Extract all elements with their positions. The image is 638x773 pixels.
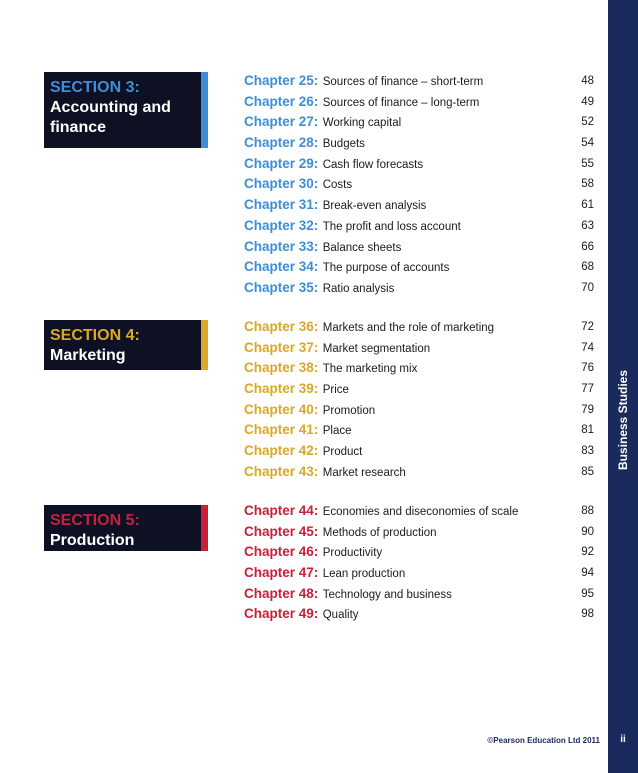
chapter-page: 76 bbox=[581, 362, 594, 375]
chapter-title: Market research bbox=[322, 466, 406, 479]
chapter-title: The profit and loss account bbox=[322, 220, 461, 233]
chapter-number: Chapter 40: bbox=[244, 401, 319, 417]
chapter-number: Chapter 42: bbox=[244, 443, 319, 459]
section-4-title-line1: Marketing bbox=[50, 347, 126, 364]
toc-row[interactable] bbox=[244, 257, 594, 278]
chapter-title: Break-even analysis bbox=[322, 200, 427, 213]
toc-row[interactable] bbox=[244, 462, 594, 483]
chapter-number: Chapter 43: bbox=[244, 463, 319, 479]
toc-row[interactable] bbox=[244, 584, 594, 605]
chapter-number: Chapter 49: bbox=[244, 606, 319, 622]
section-5-toc bbox=[244, 501, 594, 625]
chapter-number: Chapter 36: bbox=[244, 319, 319, 334]
chapter-number: Chapter 29: bbox=[244, 155, 319, 171]
toc-row[interactable] bbox=[244, 71, 594, 92]
chapter-page: 49 bbox=[581, 95, 594, 108]
chapter-title: Productivity bbox=[322, 547, 383, 560]
chapter-number: Chapter 30: bbox=[244, 176, 319, 192]
chapter-page: 54 bbox=[581, 137, 594, 150]
chapter-number: Chapter 35: bbox=[244, 279, 319, 295]
toc-row[interactable] bbox=[244, 441, 594, 462]
toc-row[interactable] bbox=[244, 379, 594, 400]
toc-row[interactable] bbox=[244, 133, 594, 154]
section-4-stripe bbox=[201, 320, 208, 370]
chapter-page: 83 bbox=[581, 445, 594, 458]
chapter-page: 61 bbox=[581, 199, 594, 212]
chapter-page: 92 bbox=[581, 546, 594, 559]
toc-row[interactable] bbox=[244, 522, 594, 543]
chapter-title: Balance sheets bbox=[322, 241, 402, 254]
chapter-title: Quality bbox=[322, 609, 359, 622]
chapter-number: Chapter 31: bbox=[244, 197, 319, 213]
chapter-title: Cash flow forecasts bbox=[322, 158, 424, 171]
chapter-title: Price bbox=[322, 384, 349, 397]
toc-row[interactable] bbox=[244, 420, 594, 441]
chapter-page: 63 bbox=[581, 219, 594, 232]
chapter-title: Working capital bbox=[322, 117, 402, 130]
section-4-toc bbox=[244, 317, 594, 483]
chapter-title: Methods of production bbox=[322, 526, 437, 539]
chapter-title: Budgets bbox=[322, 138, 365, 151]
toc-row[interactable] bbox=[244, 563, 594, 584]
toc-row[interactable] bbox=[244, 112, 594, 133]
chapter-title: Markets and the role of marketing bbox=[322, 322, 495, 334]
chapter-number: Chapter 44: bbox=[244, 503, 319, 518]
chapter-page: 85 bbox=[581, 465, 594, 478]
toc-row[interactable] bbox=[244, 195, 594, 216]
side-label bbox=[608, 300, 638, 540]
chapter-number: Chapter 48: bbox=[244, 585, 319, 601]
toc-row[interactable] bbox=[244, 542, 594, 563]
section-3-stripe bbox=[201, 72, 208, 148]
toc-row[interactable] bbox=[244, 400, 594, 421]
chapter-page: 55 bbox=[581, 157, 594, 170]
toc-row[interactable] bbox=[244, 237, 594, 258]
section-3-title-line1: Accounting and bbox=[50, 99, 171, 116]
side-label-text: Business Studies bbox=[616, 369, 630, 471]
toc-row[interactable] bbox=[244, 604, 594, 625]
chapter-page: 52 bbox=[581, 116, 594, 129]
chapter-page: 94 bbox=[581, 567, 594, 580]
chapter-page: 58 bbox=[581, 178, 594, 191]
chapter-title: Ratio analysis bbox=[322, 282, 395, 295]
toc-row[interactable] bbox=[244, 338, 594, 359]
chapter-page: 72 bbox=[581, 321, 594, 333]
chapter-title: Technology and business bbox=[322, 588, 452, 601]
chapter-title: Product bbox=[322, 446, 363, 459]
section-5-stripe bbox=[201, 505, 208, 551]
chapter-title: Promotion bbox=[322, 404, 376, 417]
chapter-number: Chapter 45: bbox=[244, 523, 319, 539]
chapter-title: The purpose of accounts bbox=[322, 262, 450, 275]
chapter-title: Market segmentation bbox=[322, 342, 431, 355]
section-3-toc bbox=[244, 71, 594, 299]
toc-row[interactable] bbox=[244, 154, 594, 175]
section-5-title-line1: Production bbox=[50, 532, 135, 549]
toc-row[interactable] bbox=[244, 92, 594, 113]
chapter-number: Chapter 26: bbox=[244, 93, 319, 109]
section-4-box bbox=[44, 320, 201, 370]
section-5-box bbox=[44, 505, 201, 551]
toc-row[interactable] bbox=[244, 501, 594, 522]
toc-row[interactable] bbox=[244, 216, 594, 237]
chapter-page: 77 bbox=[581, 383, 594, 396]
chapter-page: 79 bbox=[581, 403, 594, 416]
chapter-number: Chapter 27: bbox=[244, 114, 319, 130]
section-4-label: SECTION 4: bbox=[50, 327, 140, 344]
chapter-page: 88 bbox=[581, 505, 594, 517]
toc-row[interactable] bbox=[244, 317, 594, 338]
toc-row[interactable] bbox=[244, 278, 594, 299]
chapter-number: Chapter 33: bbox=[244, 238, 319, 254]
chapter-page: 95 bbox=[581, 587, 594, 600]
chapter-title: Sources of finance – short-term bbox=[322, 76, 484, 88]
chapter-number: Chapter 39: bbox=[244, 381, 319, 397]
section-3-title-line2: finance bbox=[50, 119, 107, 136]
chapter-title: Place bbox=[322, 425, 352, 438]
chapter-title: Lean production bbox=[322, 568, 406, 581]
chapter-number: Chapter 34: bbox=[244, 259, 319, 275]
chapter-page: 81 bbox=[581, 424, 594, 437]
chapter-number: Chapter 47: bbox=[244, 565, 319, 581]
chapter-page: 66 bbox=[581, 240, 594, 253]
chapter-number: Chapter 46: bbox=[244, 544, 319, 560]
chapter-number: Chapter 28: bbox=[244, 135, 319, 151]
chapter-number: Chapter 25: bbox=[244, 73, 319, 88]
chapter-title: Costs bbox=[322, 179, 353, 192]
chapter-number: Chapter 37: bbox=[244, 339, 319, 355]
section-5-label: SECTION 5: bbox=[50, 512, 140, 529]
chapter-page: 68 bbox=[581, 261, 594, 274]
toc-row[interactable] bbox=[244, 174, 594, 195]
chapter-page: 70 bbox=[581, 281, 594, 294]
chapter-title: Sources of finance – long-term bbox=[322, 96, 480, 109]
toc-row[interactable] bbox=[244, 358, 594, 379]
chapter-page: 98 bbox=[581, 608, 594, 621]
chapter-number: Chapter 38: bbox=[244, 360, 319, 376]
section-3-box bbox=[44, 72, 201, 148]
page-number: ii bbox=[620, 734, 626, 745]
chapter-page: 74 bbox=[581, 341, 594, 354]
chapter-page: 90 bbox=[581, 525, 594, 538]
chapter-number: Chapter 32: bbox=[244, 217, 319, 233]
chapter-title: Economies and diseconomies of scale bbox=[322, 506, 519, 518]
chapter-page: 48 bbox=[581, 75, 594, 87]
chapter-title: The marketing mix bbox=[322, 363, 418, 376]
chapter-number: Chapter 41: bbox=[244, 422, 319, 438]
copyright: ©Pearson Education Ltd 2011 bbox=[487, 736, 600, 745]
section-3-label: SECTION 3: bbox=[50, 79, 140, 96]
